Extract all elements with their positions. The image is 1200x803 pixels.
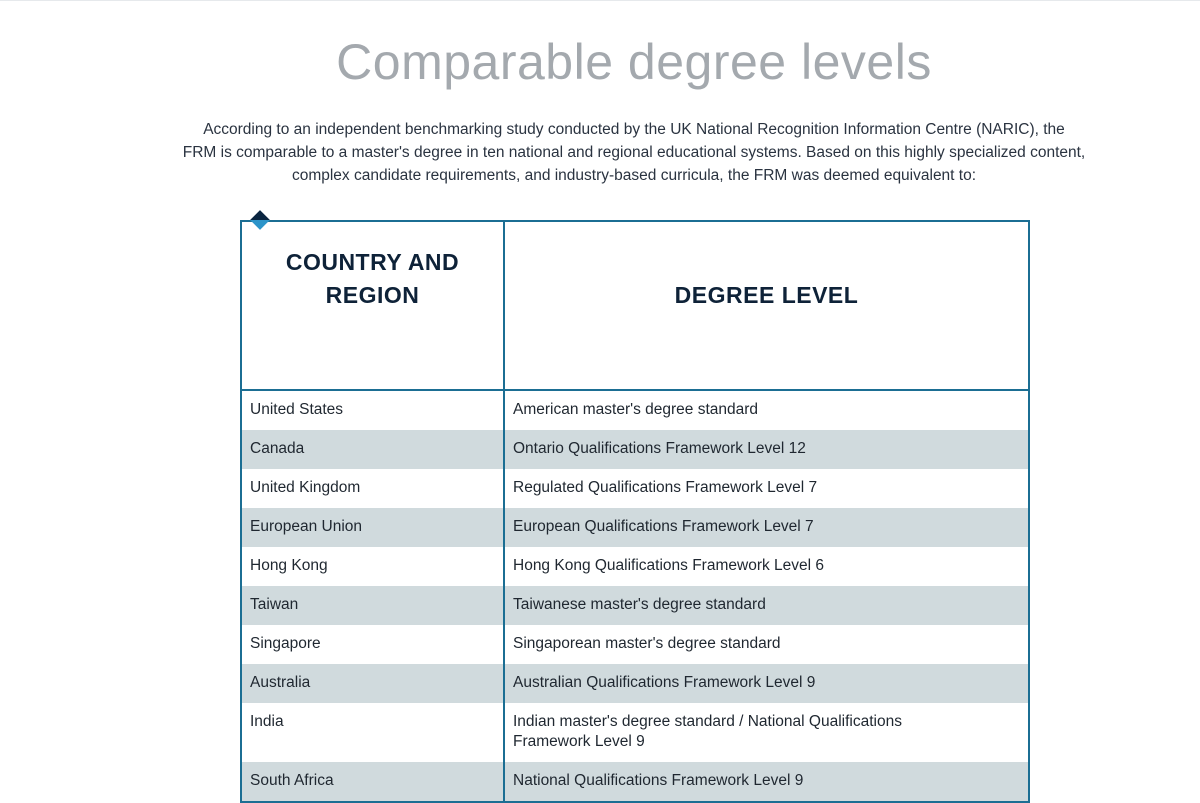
degree-level-cell: Regulated Qualifications Framework Level 7: [504, 469, 1029, 508]
table-row: [241, 586, 1029, 625]
degree-level-cell: National Qualifications Framework Level 9: [504, 762, 1029, 802]
degree-levels-table: [240, 220, 1030, 803]
degree-level-cell: Taiwanese master's degree standard: [504, 586, 1029, 625]
header-degree-level: DEGREE LEVEL: [504, 221, 1029, 390]
country-cell: India: [241, 703, 504, 762]
table-row: [241, 547, 1029, 586]
table-row: [241, 703, 1029, 762]
degree-level-cell: Australian Qualifications Framework Level 9: [504, 664, 1029, 703]
table-row: [241, 390, 1029, 430]
country-cell: Canada: [241, 430, 504, 469]
country-cell: United Kingdom: [241, 469, 504, 508]
country-cell: Singapore: [241, 625, 504, 664]
degree-level-cell: Indian master's degree standard / National Qualifications Framework Level 9: [504, 703, 1029, 762]
degree-level-cell: Hong Kong Qualifications Framework Level 6: [504, 547, 1029, 586]
table-row: [241, 469, 1029, 508]
country-cell: United States: [241, 390, 504, 430]
country-cell: Hong Kong: [241, 547, 504, 586]
intro-paragraph: [110, 118, 1158, 187]
table-header-row: [241, 221, 1029, 390]
country-cell: South Africa: [241, 762, 504, 802]
table-row: [241, 508, 1029, 547]
header-country-region: COUNTRY AND REGION: [241, 221, 504, 390]
intro-line: According to an independent benchmarking study conducted by the UK National Recognition Information Centre (NARIC), the: [203, 121, 1065, 138]
degree-table-container: [240, 220, 1028, 803]
country-cell: European Union: [241, 508, 504, 547]
table-row: [241, 664, 1029, 703]
country-cell: Australia: [241, 664, 504, 703]
table-row: [241, 430, 1029, 469]
intro-line: complex candidate requirements, and industry-based curricula, the FRM was deemed equivalent to:: [291, 167, 977, 184]
page-title: Comparable degree levels: [336, 34, 932, 90]
degree-level-cell: European Qualifications Framework Level 7: [504, 508, 1029, 547]
table-row: [241, 625, 1029, 664]
degree-level-cell: Ontario Qualifications Framework Level 12: [504, 430, 1029, 469]
intro-line: FRM is comparable to a master's degree in ten national and regional educational systems. Based on this highly specialized content,: [182, 144, 1086, 161]
country-cell: Taiwan: [241, 586, 504, 625]
degree-level-cell: Singaporean master's degree standard: [504, 625, 1029, 664]
table-row: [241, 762, 1029, 802]
top-divider: [0, 0, 1200, 1]
degree-level-cell: American master's degree standard: [504, 390, 1029, 430]
